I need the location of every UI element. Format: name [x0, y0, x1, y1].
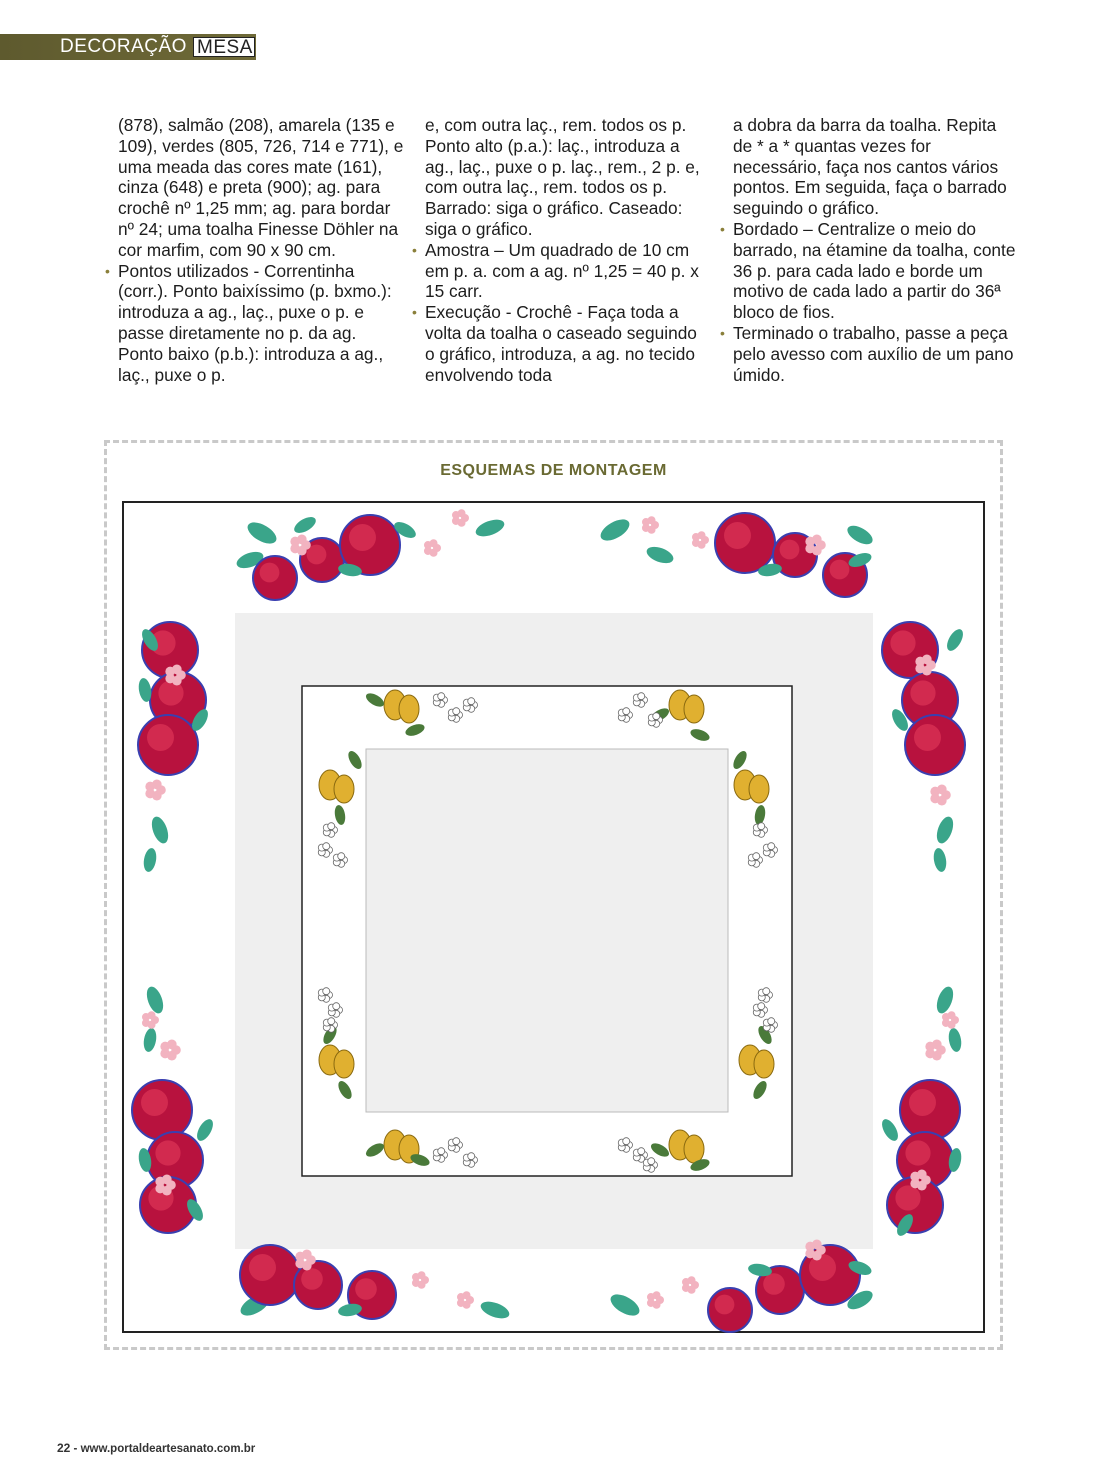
small-flower-petal — [768, 843, 775, 850]
section-tag: MESA — [193, 37, 255, 57]
page-footer — [57, 1441, 255, 1455]
small-flower-petal — [328, 823, 335, 830]
apple-highlight — [895, 1185, 920, 1210]
apple-highlight — [914, 724, 941, 751]
small-flower-petal — [768, 1018, 775, 1025]
site-url: - www.portaldeartesanato.com.br — [70, 1443, 256, 1455]
bullet-icon: • — [412, 304, 417, 321]
apple-highlight — [349, 524, 376, 551]
apple-highlight — [830, 560, 850, 580]
apple-highlight — [147, 724, 174, 751]
blossom-petal — [932, 1039, 942, 1049]
small-flower-petal — [648, 1158, 655, 1165]
pear-motif — [334, 1050, 354, 1078]
schema-title: ESQUEMAS DE MONTAGEM — [440, 462, 667, 479]
pear-motif — [399, 695, 419, 723]
apple-highlight — [155, 1140, 180, 1165]
blossom-petal — [148, 1011, 156, 1019]
small-flower-petal — [758, 823, 765, 830]
apple-highlight — [249, 1254, 276, 1281]
small-flower-petal — [468, 698, 475, 705]
apple-highlight — [909, 1089, 936, 1116]
small-flower-petal — [468, 1153, 475, 1160]
small-flower-petal — [323, 843, 330, 850]
blossom-petal — [917, 1169, 927, 1179]
blossom-petal — [698, 531, 706, 539]
small-flower-petal — [623, 1138, 630, 1145]
paragraph-text: Pontos utilizados - Correntinha (corr.). Ponto baixíssimo (p. bxmo.): introduza a ag., laç., puxe o p. e passe diretamente no p. da ag. Ponto baixo (p.b.): introduza a ag., laç., puxe o p. — [118, 260, 392, 385]
apple-highlight — [301, 1268, 323, 1290]
bullet-icon: • — [720, 220, 725, 237]
bullet-icon: • — [105, 262, 110, 279]
pear-motif — [684, 695, 704, 723]
apple-highlight — [890, 630, 915, 655]
small-flower-petal — [758, 1003, 765, 1010]
blossom-petal — [297, 534, 307, 544]
apple-highlight — [780, 540, 800, 560]
blossom-petal — [418, 1271, 426, 1279]
small-flower-petal — [753, 853, 760, 860]
small-flower-petal — [438, 693, 445, 700]
paragraph-text: (878), salmão (208), amarela (135 e 109), verdes (805, 726, 714 e 771), e uma meada das cores mate (161), cinza (648) e preta (900); ag. para crochê nº 1,25 mm; ag. para bordar nº 24; uma toalha Finesse Döhler na cor marfim, com 90 x 90 cm. — [118, 115, 404, 260]
small-flower-petal — [338, 853, 345, 860]
small-flower-petal — [323, 988, 330, 995]
apple-highlight — [905, 1140, 930, 1165]
paragraph-text: Terminado o trabalho, passe a peça pelo avesso com auxílio de um pano úmido. — [733, 322, 1014, 385]
small-flower-petal — [328, 1018, 335, 1025]
small-flower-petal — [453, 1138, 460, 1145]
small-flower-petal — [763, 988, 770, 995]
bullet-icon: • — [720, 324, 725, 341]
paragraph-text: Execução - Crochê - Faça toda a volta da toalha o caseado seguindo o gráfico, introduza, a ag. no tecido envolvendo toda — [425, 302, 697, 385]
apple-highlight — [355, 1278, 377, 1300]
small-flower-petal — [453, 708, 460, 715]
blossom-petal — [812, 534, 822, 544]
small-flower-petal — [623, 708, 630, 715]
blossom-petal — [458, 509, 466, 517]
blossom-petal — [688, 1276, 696, 1284]
pear-motif — [749, 775, 769, 803]
blossom-petal — [162, 1174, 172, 1184]
blossom-petal — [302, 1249, 312, 1259]
blossom-petal — [167, 1039, 177, 1049]
apple-highlight — [910, 680, 935, 705]
pear-motif — [684, 1135, 704, 1163]
blossom-petal — [648, 516, 656, 524]
blossom-petal — [152, 779, 162, 789]
pear-motif — [754, 1050, 774, 1078]
blossom-petal — [812, 1239, 822, 1249]
paragraph-text: e, com outra laç., rem. todos os p. Ponto alto (p.a.): laç., introduza a ag., laç., puxe o p. laç., rem., 2 p. e, com outra laç., rem. todos os p. Barrado: siga o gráfico. Caseado: siga o gráfico. — [425, 115, 700, 239]
blossom-petal — [172, 664, 182, 674]
pear-motif — [334, 775, 354, 803]
paragraph-text: Bordado – Centralize o meio do barrado, na étamine da toalha, conte 36 p. para cada lado e borde um motivo de cada lado a partir do 36ª bloco de fios. — [733, 218, 1016, 323]
blossom-petal — [430, 539, 438, 547]
apple-highlight — [715, 1295, 735, 1315]
small-flower-petal — [653, 713, 660, 720]
blossom-petal — [937, 784, 947, 794]
center-panel — [366, 749, 728, 1112]
apple-highlight — [141, 1089, 168, 1116]
small-flower-petal — [638, 1148, 645, 1155]
blossom-petal — [948, 1011, 956, 1019]
page-number: 22 — [57, 1441, 71, 1455]
small-flower-petal — [438, 1148, 445, 1155]
apple-highlight — [260, 563, 280, 583]
blossom-petal — [463, 1291, 471, 1299]
paragraph-text: Amostra – Um quadrado de 10 cm em p. a. com a ag. nº 1,25 = 40 p. x 15 carr. — [425, 239, 699, 302]
small-flower-petal — [333, 1003, 340, 1010]
apple-highlight — [763, 1273, 785, 1295]
blossom-petal — [653, 1291, 661, 1299]
apple-highlight — [724, 522, 751, 549]
small-flower-petal — [638, 693, 645, 700]
blossom-petal — [922, 654, 932, 664]
paragraph-text: a dobra da barra da toalha. Repita de * a * quantas vezes for necessário, faça nos cantos vários pontos. Em seguida, faça o barrado seguindo o gráfico. — [733, 115, 1007, 219]
section-label: DECORAÇÃO — [60, 36, 187, 57]
bullet-icon: • — [412, 241, 417, 258]
